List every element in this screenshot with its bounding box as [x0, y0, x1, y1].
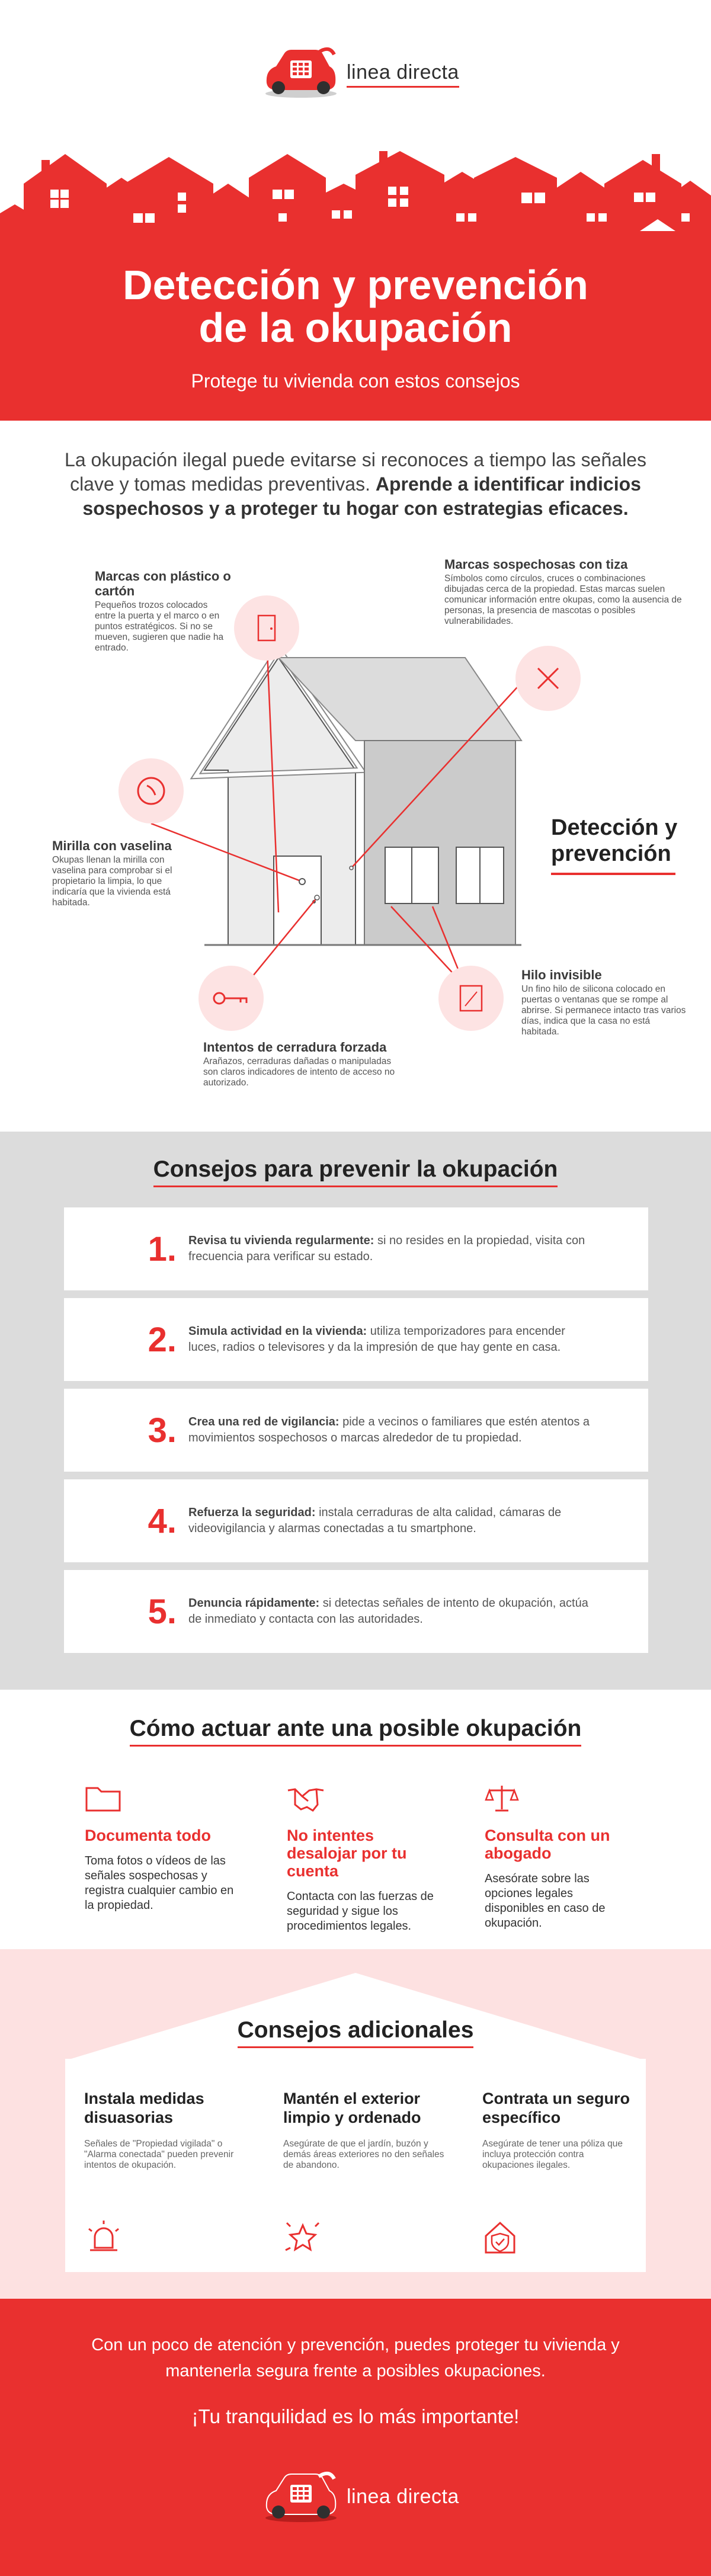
header [0, 0, 711, 421]
tip-number: 5. [148, 1592, 177, 1631]
tip-text [188, 1595, 591, 1627]
door-marker-icon[interactable] [234, 595, 299, 661]
house-shield-icon [482, 2219, 521, 2255]
tip-body: utiliza temporizadores para encender luces, radios o televisores y da la impresión de que hay gente en casa. [188, 1325, 565, 1354]
tip-text [188, 1233, 591, 1265]
detection-item-title: Marcas sospechosas con tiza [444, 557, 628, 572]
footer [0, 2299, 711, 2576]
actuar-item [485, 1783, 615, 1931]
actuar-item-text: Contacta con las fuerzas de seguridad y sigue los procedimientos legales. [287, 1890, 434, 1933]
tip-text [188, 1505, 591, 1537]
adicionales-section [0, 1949, 711, 2299]
tip-card [64, 1207, 648, 1290]
adicionales-title-text: Consejos adicionales [238, 2017, 474, 2048]
tip-card [64, 1389, 648, 1472]
detection-item-title: Hilo invisible [521, 967, 602, 982]
actuar-item-title: No intentes desalojar por tu cuenta [287, 1827, 407, 1880]
tip-body: pide a vecinos o familiares que estén atentos a movimientos sospechosos o marcas alrededor de tu propiedad. [188, 1415, 590, 1444]
folder-icon [85, 1783, 121, 1813]
tip-number: 3. [148, 1411, 177, 1450]
sparkle-icon [283, 2219, 322, 2255]
detection-item-text: Símbolos como círculos, cruces o combinaciones dibujadas cerca de la propiedad. Estas marcas suelen comunicar información entre okupas, como la ausencia de personas, la presencia de mascotas o posibles vulnerabilidades. [444, 573, 682, 626]
tip-text [188, 1414, 591, 1446]
detection-item-vaseline [52, 838, 188, 908]
tip-card [64, 1479, 648, 1562]
actuar-item-text: Toma fotos o vídeos de las señales sospechosas y registra cualquier cambio en la propiedad. [85, 1854, 234, 1912]
consejos-title-text: Consejos para prevenir la okupación [153, 1156, 558, 1187]
actuar-title [0, 1716, 711, 1742]
detection-item-thread [521, 967, 687, 1037]
handshake-icon [287, 1783, 325, 1813]
footer-tagline: ¡Tu tranquilidad es lo más importante! [191, 2405, 520, 2427]
phone-car-logo-icon [261, 46, 341, 98]
tip-bold: Denuncia rápidamente: [188, 1597, 320, 1610]
adicional-title: Mantén el exterior limpio y ordenado [283, 2090, 421, 2126]
intro-paragraph [47, 448, 664, 521]
intro-bold: Aprende a identificar indicios sospechosos y a proteger tu hogar con estrategias eficaces. [82, 473, 641, 519]
detection-item-lock [203, 1040, 405, 1088]
actuar-item-title: Consulta con un abogado [485, 1827, 610, 1862]
brand-logo[interactable] [261, 46, 459, 98]
phone-car-logo-icon [261, 2471, 341, 2523]
hero-subtitle: Protege tu vivienda con estos consejos [191, 370, 520, 392]
tip-number: 1. [148, 1229, 177, 1268]
actuar-item [85, 1783, 239, 1913]
footer-message: Con un poco de atención y prevención, puedes proteger tu vivienda y mantenerla segura frente a posibles okupaciones. [91, 2335, 620, 2380]
alarm-icon [84, 2219, 123, 2255]
scales-icon [485, 1783, 519, 1813]
adicional-text: Asegúrate de que el jardín, buzón y demás áreas exteriores no den señales de abandono. [283, 2139, 444, 2170]
detection-item-title: Intentos de cerradura forzada [203, 1040, 387, 1055]
tip-number: 2. [148, 1320, 177, 1359]
detection-item-title: Marcas con plástico o cartón [95, 569, 231, 598]
actuar-title-text: Cómo actuar ante una posible okupación [130, 1716, 582, 1747]
tip-bold: Refuerza la seguridad: [188, 1506, 316, 1519]
detection-item-title: Mirilla con vaselina [52, 838, 172, 853]
detection-item-plastic [95, 569, 231, 653]
adicional-text: Señales de "Propiedad vigilada" o "Alarma conectada" pueden prevenir intentos de okupación. [84, 2139, 234, 2170]
key-icon[interactable] [198, 966, 264, 1031]
tip-bold: Crea una red de vigilancia: [188, 1415, 340, 1428]
tip-bold: Revisa tu vivienda regularmente: [188, 1234, 374, 1247]
adicional-title: Contrata un seguro específico [482, 2090, 630, 2126]
detection-label: Detección y prevención [551, 815, 678, 866]
detection-label-underline [551, 873, 675, 875]
detection-item-text: Okupas llenan la mirilla con vaselina para comprobar si el propietario la limpia, lo que indicaría que la vivienda está habitada. [52, 855, 172, 908]
tip-number: 4. [148, 1501, 177, 1540]
actuar-item-title: Documenta todo [85, 1827, 211, 1844]
peephole-icon[interactable] [118, 758, 184, 824]
consejos-section [0, 1132, 711, 1690]
footer-brand-name: linea directa [347, 2485, 459, 2508]
actuar-item-text: Asesórate sobre las opciones legales disponibles en caso de okupación. [485, 1872, 606, 1930]
adicionales-title [0, 2017, 711, 2043]
detection-item-text: Pequeños trozos colocados entre la puerta y el marco o en puntos estratégicos. Si no se mueven, sugieren que nadie ha entrado. [95, 600, 224, 653]
intro-text: La okupación ilegal puede evitarse si reconoces a tiempo las señales clave y tomas medidas preventivas. [65, 449, 646, 495]
tip-bold: Simula actividad en la vivienda: [188, 1325, 367, 1338]
adicional-card [264, 2072, 460, 2268]
actuar-item [287, 1783, 441, 1934]
tip-body: si detectas señales de intento de okupación, actúa de inmediato y contacta con las autoridades. [188, 1597, 588, 1626]
tip-card [64, 1298, 648, 1381]
footer-brand-logo[interactable] [261, 2471, 459, 2523]
tip-text [188, 1324, 591, 1356]
adicional-text: Asegúrate de tener una póliza que incluya protección contra okupaciones ilegales. [482, 2139, 623, 2170]
detection-item-chalk [444, 557, 687, 627]
adicional-card [463, 2072, 646, 2268]
chalk-cross-icon[interactable] [515, 646, 581, 711]
hero-title: Detección y prevención de la okupación [123, 262, 588, 351]
detection-section [0, 533, 711, 1132]
tip-body: si no resides en la propiedad, visita con frecuencia para verificar su estado. [188, 1234, 585, 1263]
tip-card [64, 1570, 648, 1653]
brand-name: linea directa [347, 60, 459, 84]
adicional-card [65, 2072, 261, 2268]
adicional-title: Instala medidas disuasorias [84, 2090, 204, 2126]
detection-item-text: Arañazos, cerraduras dañadas o manipuladas son claros indicadores de intento de acceso no autorizado. [203, 1056, 395, 1088]
detection-item-text: Un fino hilo de silicona colocado en puertas o ventanas que se rompe al abrirse. Si permanece intacto tras varios días, indica que la casa no está habitada. [521, 984, 686, 1037]
thread-window-icon[interactable] [438, 966, 504, 1031]
tip-body: instala cerraduras de alta calidad, cámaras de videovigilancia y alarmas conectadas a tu smartphone. [188, 1506, 562, 1535]
consejos-title [0, 1156, 711, 1183]
